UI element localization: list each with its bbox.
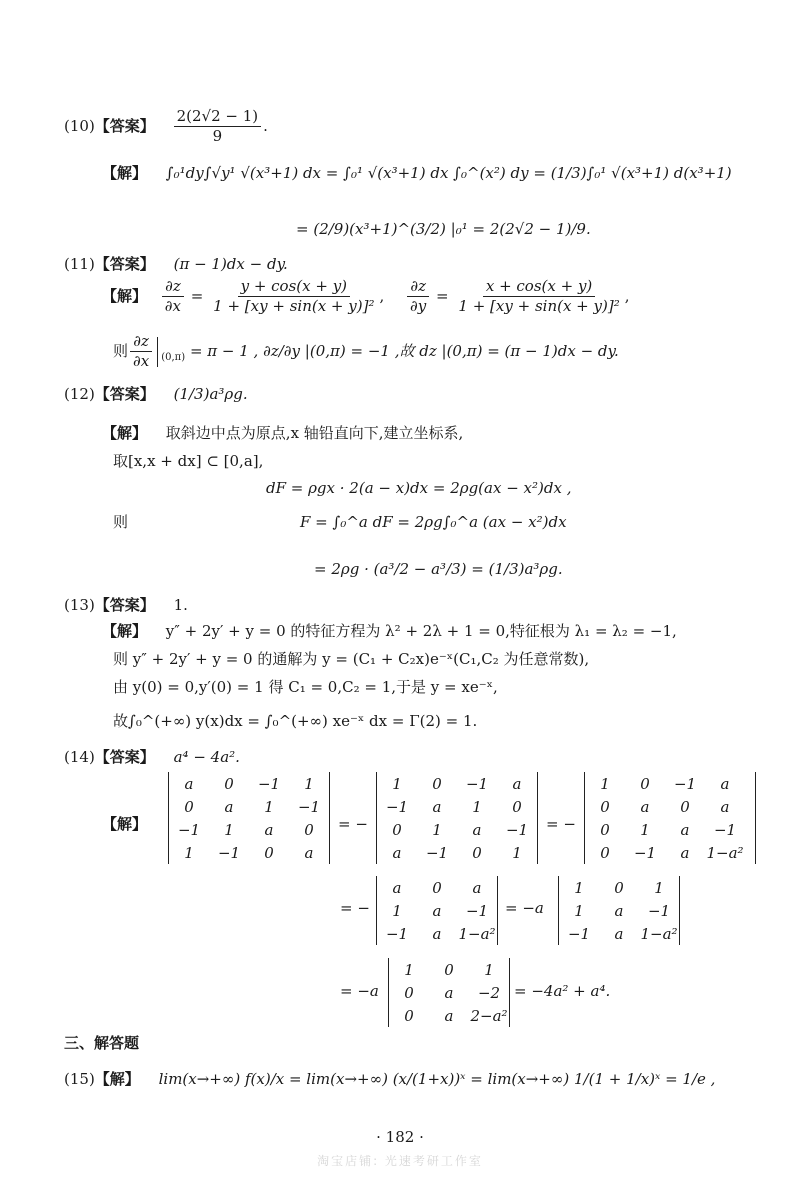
q14-final: = −4a² + a⁴. bbox=[514, 982, 611, 1000]
det3-cell: a bbox=[680, 820, 690, 839]
dz-dx-fraction: $\frac{\partial z}{\partial x}$ bbox=[162, 278, 184, 316]
det3-cell: 0 bbox=[600, 797, 610, 816]
det3-row bbox=[585, 818, 745, 841]
section3-title: 三、解答题 bbox=[64, 1034, 140, 1052]
det1-cell: 1 bbox=[264, 797, 274, 816]
det2-cell: 0 bbox=[512, 797, 522, 816]
det1-cell: a bbox=[184, 774, 194, 793]
q11-partial-x-fraction bbox=[210, 278, 377, 316]
det2-row bbox=[377, 841, 537, 864]
det1-cell: −1 bbox=[257, 774, 281, 793]
det6-cell: 2−a² bbox=[470, 1006, 508, 1025]
det1-cell: a bbox=[304, 843, 314, 862]
q11-answer-row bbox=[64, 255, 288, 273]
q13-answer-tag: 【答案】 bbox=[94, 596, 155, 614]
det5-cell: −1 bbox=[567, 924, 591, 943]
q12-text2: 取[x,x + dx] ⊂ [0,a], bbox=[113, 452, 264, 470]
q12-eq2: F = ∫₀^a dF = 2ρg∫₀^a (ax − x²)dx bbox=[300, 513, 567, 531]
det4-cell: 1 bbox=[392, 901, 402, 920]
q12-eq1: dF = ρgx · 2(a − x)dx = 2ρg(ax − x²)dx , bbox=[266, 479, 572, 497]
q12-text1: 取斜边中点为原点,x 轴铅直向下,建立坐标系, bbox=[165, 424, 464, 442]
det3-row bbox=[585, 795, 745, 818]
det1-cell: 1 bbox=[224, 820, 234, 839]
q12-answer-tag: 【答案】 bbox=[94, 385, 155, 403]
q14-label: (14) bbox=[64, 748, 95, 766]
q13-line1-row bbox=[102, 622, 677, 640]
q11-solution-line2: = π − 1 , ∂z/∂y |(0,π) = −1 ,故 dz |(0,π) = (π − 1)dx − dy. bbox=[189, 341, 619, 360]
det3-cell: 1 bbox=[640, 820, 650, 839]
q13-line1: y″ + 2y′ + y = 0 的特征方程为 λ² + 2λ + 1 = 0,特征根为 λ₁ = λ₂ = −1, bbox=[165, 622, 677, 640]
q13-answer-row bbox=[64, 596, 188, 614]
det1 bbox=[168, 772, 330, 864]
det5-cell: a bbox=[614, 924, 624, 943]
det2-cell: 1 bbox=[432, 820, 442, 839]
det1-row bbox=[169, 818, 329, 841]
watermark: 淘宝店铺: 光速考研工作室 bbox=[317, 1154, 483, 1168]
q11-partial-y-num: x + cos(x + y) bbox=[483, 278, 595, 297]
det2-cell: −1 bbox=[425, 843, 449, 862]
q11-answer-tag: 【答案】 bbox=[94, 255, 155, 273]
det1-cell: −1 bbox=[297, 797, 321, 816]
det2-row bbox=[377, 818, 537, 841]
q13-solution-tag: 【解】 bbox=[102, 622, 148, 640]
det6-cell: a bbox=[444, 983, 454, 1002]
q14-neg-a-2: = −a bbox=[340, 982, 379, 1000]
q14-neg-3: = − bbox=[340, 899, 370, 917]
dz-dy-fraction: $\frac{\partial z}{\partial y}$ bbox=[407, 278, 429, 316]
det5-cell: −1 bbox=[647, 901, 671, 920]
det5-cell: 0 bbox=[614, 878, 624, 897]
det6-row bbox=[389, 958, 509, 981]
det1-cell: a bbox=[264, 820, 274, 839]
q10-answer-row: (10)【答案】 $\frac{2(2√2 - 1)}{9}$ . bbox=[64, 107, 268, 146]
det3-row bbox=[585, 772, 745, 795]
det5-row bbox=[559, 899, 679, 922]
det1-cell: 0 bbox=[224, 774, 234, 793]
det3-cell: −1 bbox=[713, 820, 737, 839]
q15-row bbox=[64, 1070, 715, 1088]
det3-cell: 0 bbox=[600, 843, 610, 862]
det3-cell: −1 bbox=[673, 774, 697, 793]
q11-solution-line2-row: 则 $\frac{\partial z}{\partial x}$ $_{(0,\pi)}$ = π − 1 , ∂z/∂y |(0,π) = −1 ,故 dz |(0,π) = (π − 1)dx − dy. bbox=[113, 332, 619, 371]
det1-cell: 1 bbox=[304, 774, 314, 793]
det2-cell: a bbox=[432, 797, 442, 816]
q10-label: (10) bbox=[64, 116, 95, 135]
det3-cell: 0 bbox=[640, 774, 650, 793]
det6-cell: 0 bbox=[404, 1006, 414, 1025]
det2-cell: −1 bbox=[505, 820, 529, 839]
det1-cell: −1 bbox=[177, 820, 201, 839]
det3-cell: 1 bbox=[600, 774, 610, 793]
det3-cell: a bbox=[680, 843, 690, 862]
det4-cell: −1 bbox=[465, 901, 489, 920]
det4-row bbox=[377, 876, 497, 899]
q15-line1: lim(x→+∞) f(x)/x = lim(x→+∞) (x/(1+x))ˣ = lim(x→+∞) 1/(1 + 1/x)ˣ = 1/e , bbox=[158, 1070, 716, 1088]
q10-answer-numerator: 2(2√2 − 1) bbox=[174, 108, 262, 127]
det5-cell: 1−a² bbox=[640, 924, 678, 943]
det5-row bbox=[559, 922, 679, 945]
det5-cell: 1 bbox=[654, 878, 664, 897]
q14-solution-tag: 【解】 bbox=[102, 815, 148, 833]
det4-cell: 1−a² bbox=[458, 924, 496, 943]
det4-row bbox=[377, 922, 497, 945]
det5-cell: a bbox=[614, 901, 624, 920]
q11-partial-x-num: y + cos(x + y) bbox=[238, 278, 350, 297]
det6 bbox=[388, 958, 510, 1027]
q10-solution-line1: ∫₀¹dy∫√y¹ √(x³+1) dx = ∫₀¹ √(x³+1) dx ∫₀^(x²) dy = (1/3)∫₀¹ √(x³+1) d(x³+1) bbox=[165, 164, 732, 182]
q11-partial-y-fraction bbox=[455, 278, 622, 316]
q14-answer: a⁴ − 4a². bbox=[173, 748, 240, 766]
det1-cell: −1 bbox=[217, 843, 241, 862]
q14-answer-tag: 【答案】 bbox=[94, 748, 155, 766]
q12-then: 则 bbox=[113, 513, 129, 531]
q10-solution-tag: 【解】 bbox=[102, 164, 148, 182]
det4-cell: −1 bbox=[385, 924, 409, 943]
q13-line2: 则 y″ + 2y′ + y = 0 的通解为 y = (C₁ + C₂x)e⁻ˣ(C₁,C₂ 为任意常数), bbox=[113, 650, 590, 668]
det3 bbox=[584, 772, 756, 864]
det4-cell: a bbox=[472, 878, 482, 897]
q12-answer-row bbox=[64, 385, 248, 403]
det4-row bbox=[377, 899, 497, 922]
det6-cell: 0 bbox=[444, 960, 454, 979]
det1-row bbox=[169, 841, 329, 864]
det4-cell: a bbox=[392, 878, 402, 897]
dz-dx-fraction-2: $\frac{\partial z}{\partial x}$ bbox=[130, 333, 152, 371]
q14-answer-row bbox=[64, 748, 240, 766]
det6-cell: 1 bbox=[404, 960, 414, 979]
det2 bbox=[376, 772, 538, 864]
det6-row bbox=[389, 981, 509, 1004]
q11-answer: (π − 1)dx − dy. bbox=[173, 255, 288, 273]
det1-cell: 1 bbox=[184, 843, 194, 862]
q12-eq3: = 2ρg · (a³/2 − a³/3) = (1/3)a³ρg. bbox=[314, 560, 563, 578]
det2-cell: 0 bbox=[472, 843, 482, 862]
det6-cell: a bbox=[444, 1006, 454, 1025]
q14-neg-a-1: = −a bbox=[505, 899, 544, 917]
det2-row bbox=[377, 795, 537, 818]
q11-then: 则 bbox=[113, 341, 129, 360]
det2-cell: −1 bbox=[465, 774, 489, 793]
q13-line4: 故∫₀^(+∞) y(x)dx = ∫₀^(+∞) xe⁻ˣ dx = Γ(2) = 1. bbox=[113, 712, 478, 730]
page-number: · 182 · bbox=[376, 1128, 424, 1146]
q11-label: (11) bbox=[64, 255, 95, 273]
q13-label: (13) bbox=[64, 596, 95, 614]
q12-text1-row bbox=[102, 424, 463, 442]
q10-solution-line2: = (2/9)(x³+1)^(3/2) |₀¹ = 2(2√2 − 1)/9. bbox=[296, 220, 591, 238]
q11-partials-row: 【解】 $\frac{\partial z}{\partial x}$ = $\frac{y + \cos(x + y)}{\text{1 + [xy + sin(x + y)]²}}$ , $\frac{\partial z}{\partial y}$ = $\frac{x + \cos(x + y)}{\text{1 + [xy + sin(x + y)]²}}$ , bbox=[102, 277, 630, 316]
det5-cell: 1 bbox=[574, 878, 584, 897]
det2-cell: 1 bbox=[392, 774, 402, 793]
q13-answer: 1. bbox=[173, 596, 188, 614]
q14-neg-2: = − bbox=[546, 815, 576, 833]
det3-cell: a bbox=[720, 797, 730, 816]
q10-answer-denominator: 9 bbox=[212, 127, 223, 146]
q10-answer-tag: 【答案】 bbox=[94, 116, 155, 135]
det1-cell: 0 bbox=[304, 820, 314, 839]
det5-row bbox=[559, 876, 679, 899]
det2-cell: 1 bbox=[472, 797, 482, 816]
det2-cell: a bbox=[472, 820, 482, 839]
det3-cell: 0 bbox=[680, 797, 690, 816]
q12-solution-tag: 【解】 bbox=[102, 424, 148, 442]
det3-cell: a bbox=[640, 797, 650, 816]
det3-cell: 0 bbox=[600, 820, 610, 839]
q14-neg-1: = − bbox=[338, 815, 368, 833]
q11-partial-y-den: 1 + [xy + sin(x + y)]² bbox=[458, 297, 620, 316]
det1-cell: 0 bbox=[264, 843, 274, 862]
det4 bbox=[376, 876, 498, 945]
det3-cell: a bbox=[720, 774, 730, 793]
q10-solution-row bbox=[102, 164, 732, 182]
q10-answer-fraction bbox=[174, 108, 262, 146]
det3-cell: 1−a² bbox=[706, 843, 744, 862]
det4-cell: a bbox=[432, 924, 442, 943]
det6-row bbox=[389, 1004, 509, 1027]
det6-cell: 1 bbox=[484, 960, 494, 979]
det3-row bbox=[585, 841, 745, 864]
det2-cell: 1 bbox=[512, 843, 522, 862]
q15-solution-tag: 【解】 bbox=[94, 1070, 140, 1088]
det4-cell: a bbox=[432, 901, 442, 920]
q13-line3: 由 y(0) = 0,y′(0) = 1 得 C₁ = 0,C₂ = 1,于是 y = xe⁻ˣ, bbox=[113, 678, 498, 696]
q15-label: (15) bbox=[64, 1070, 95, 1088]
det3-cell: −1 bbox=[633, 843, 657, 862]
det1-cell: a bbox=[224, 797, 234, 816]
det6-cell: −2 bbox=[477, 983, 501, 1002]
det6-cell: 0 bbox=[404, 983, 414, 1002]
det2-cell: 0 bbox=[432, 774, 442, 793]
q11-partial-x-den: 1 + [xy + sin(x + y)]² bbox=[213, 297, 375, 316]
q11-solution-tag: 【解】 bbox=[102, 286, 148, 305]
det2-cell: −1 bbox=[385, 797, 409, 816]
det1-row bbox=[169, 795, 329, 818]
det1-row bbox=[169, 772, 329, 795]
det2-row bbox=[377, 772, 537, 795]
det2-cell: 0 bbox=[392, 820, 402, 839]
det1-cell: 0 bbox=[184, 797, 194, 816]
det5-cell: 1 bbox=[574, 901, 584, 920]
det2-cell: a bbox=[392, 843, 402, 862]
det2-cell: a bbox=[512, 774, 522, 793]
q12-answer: (1/3)a³ρg. bbox=[173, 385, 248, 403]
q12-label: (12) bbox=[64, 385, 95, 403]
det5 bbox=[558, 876, 680, 945]
det4-cell: 0 bbox=[432, 878, 442, 897]
